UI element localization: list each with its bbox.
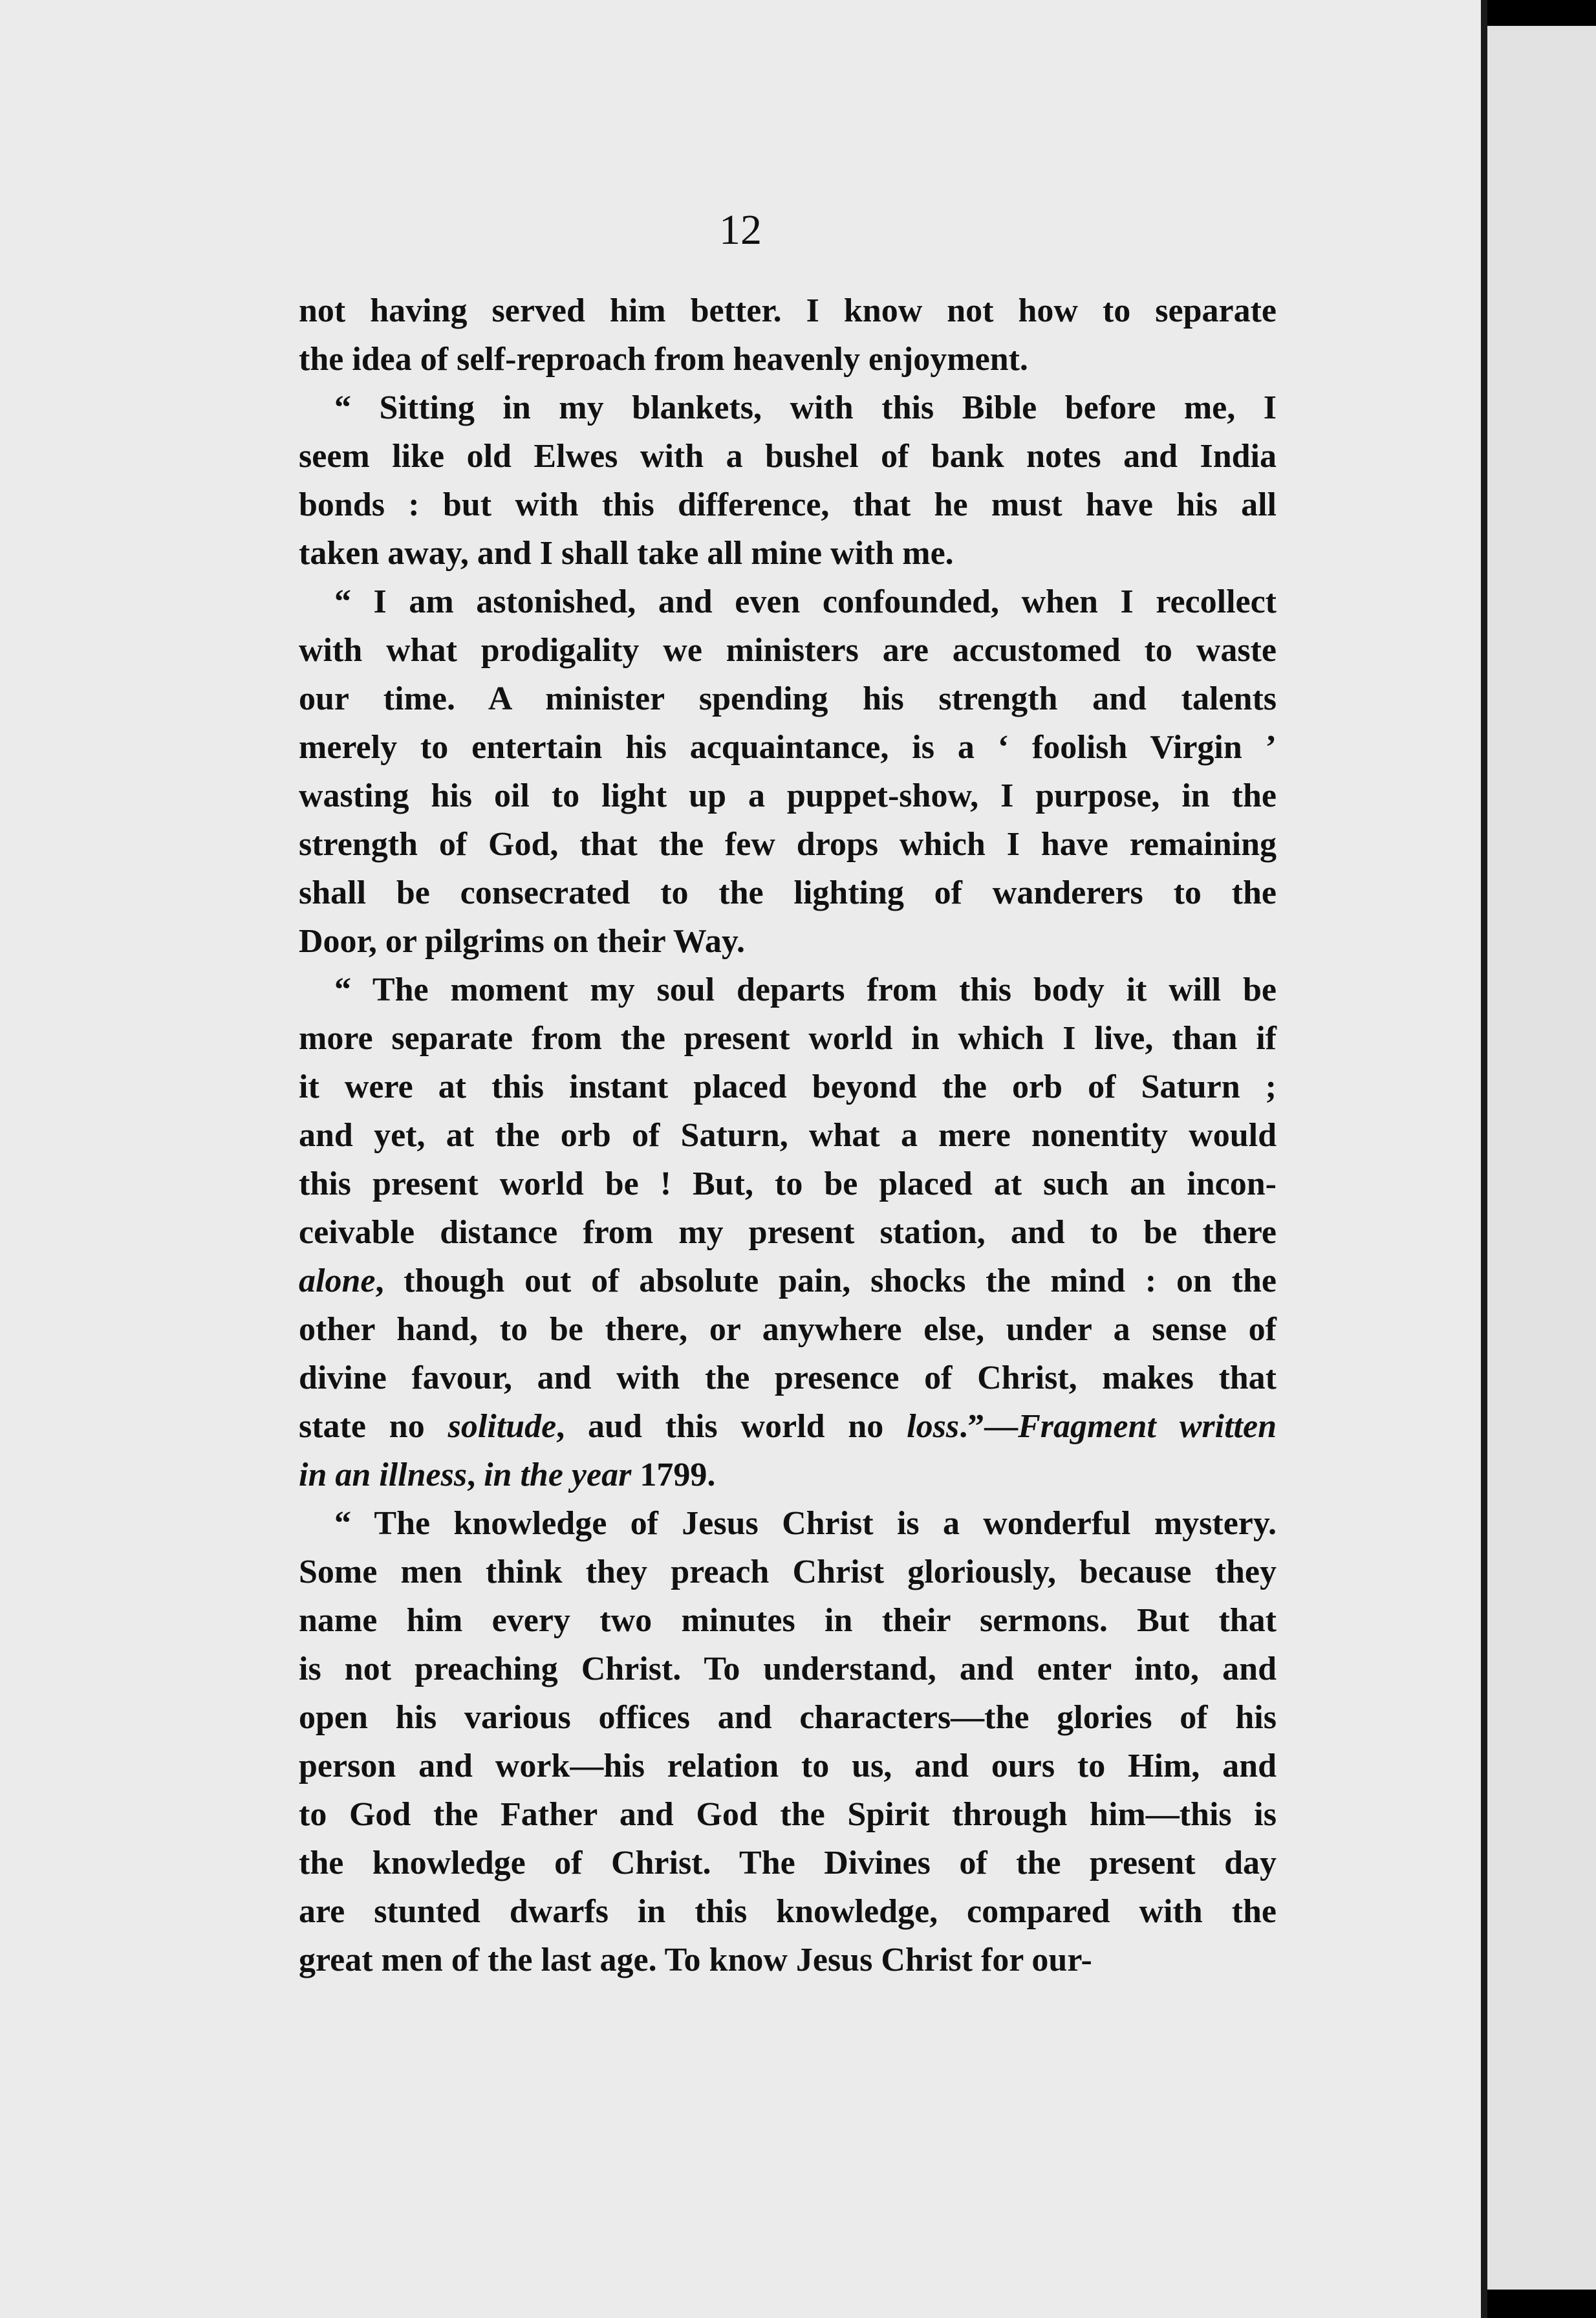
text-line (299, 1208, 1277, 1257)
text-line (299, 820, 1277, 869)
text-line (299, 1790, 1277, 1839)
text-segment: , though out of absolute pain, shocks the mind : on the (375, 1262, 1277, 1299)
text-segment: “ I am astonished, and even confounded, when I recollect (334, 583, 1277, 620)
text-line (299, 1936, 1277, 1984)
text-segment: divine favour, and with the presence of Christ, makes that (299, 1359, 1277, 1396)
text-segment: not having served him better. I know not how to separate (299, 292, 1277, 329)
text-line (299, 481, 1277, 529)
text-line (299, 1887, 1277, 1936)
text-line (299, 1354, 1277, 1402)
text-segment: wasting his oil to light up a puppet-show, I purpose, in the (299, 777, 1277, 814)
text-segment: ceivable distance from my present station, and to be there (299, 1214, 1277, 1251)
text-segment: Some men think they preach Christ gloriously, because they (299, 1554, 1277, 1590)
text-segment: this present world be ! But, to be placed at such an incon- (299, 1165, 1277, 1202)
italic-text: in the year (484, 1457, 632, 1493)
text-line (299, 1111, 1277, 1160)
text-segment: is not preaching Christ. To understand, and enter into, and (299, 1651, 1277, 1687)
page-body-text (299, 287, 1277, 1984)
text-segment: seem like old Elwes with a bushel of bank notes and India (299, 438, 1277, 475)
text-line (299, 1645, 1277, 1693)
text-segment: merely to entertain his acquaintance, is a ‘ foolish Virgin ’ (299, 729, 1277, 766)
page-number: 12 (719, 206, 762, 254)
text-segment: “ The knowledge of Jesus Christ is a wonderful mystery. (334, 1505, 1277, 1542)
text-line (299, 626, 1277, 675)
text-line (299, 675, 1277, 723)
text-line (299, 917, 1277, 966)
italic-text: loss (907, 1408, 960, 1445)
text-segment: state no (299, 1408, 448, 1445)
text-segment: and yet, at the orb of Saturn, what a mere nonentity would (299, 1117, 1277, 1154)
text-segment: it were at this instant placed beyond the orb of Saturn ; (299, 1068, 1277, 1105)
text-segment: the knowledge of Christ. The Divines of the present day (299, 1845, 1277, 1881)
text-line (299, 966, 1277, 1014)
text-segment: “ Sitting in my blankets, with this Bible before me, I (334, 389, 1277, 426)
italic-text: solitude (448, 1408, 557, 1445)
text-line (299, 723, 1277, 772)
text-line (299, 1014, 1277, 1063)
text-segment: great men of the last age. To know Jesus Christ for our- (299, 1942, 1092, 1978)
text-line (299, 335, 1277, 384)
text-line (299, 1305, 1277, 1354)
text-segment: Door, or pilgrims on their Way. (299, 923, 746, 960)
text-line (299, 1596, 1277, 1645)
text-line (299, 1160, 1277, 1208)
text-line (299, 1693, 1277, 1742)
text-line (299, 772, 1277, 820)
text-segment: the idea of self-reproach from heavenly enjoyment. (299, 341, 1028, 378)
text-segment: name him every two minutes in their sermons. But that (299, 1602, 1277, 1639)
text-line (299, 384, 1277, 432)
text-segment: strength of God, that the few drops which I have remaining (299, 826, 1277, 863)
text-segment: to God the Father and God the Spirit through him—this is (299, 1796, 1277, 1833)
text-segment: person and work—his relation to us, and ours to Him, and (299, 1748, 1277, 1784)
text-segment: other hand, to be there, or anywhere else, under a sense of (299, 1311, 1277, 1348)
text-line (299, 287, 1277, 335)
text-line (299, 1499, 1277, 1548)
text-segment: with what prodigality we ministers are accustomed to waste (299, 632, 1277, 669)
text-segment: are stunted dwarfs in this knowledge, compared with the (299, 1893, 1277, 1930)
italic-text: in an illness (299, 1457, 468, 1493)
italic-text: Fragment written (1018, 1408, 1277, 1445)
text-segment: .”— (959, 1408, 1019, 1445)
text-segment: more separate from the present world in which I live, than if (299, 1020, 1277, 1057)
italic-text: alone (299, 1262, 376, 1299)
text-segment: , (467, 1457, 484, 1493)
text-line (299, 1839, 1277, 1887)
text-segment: , aud this world no (556, 1408, 907, 1445)
text-segment: taken away, and I shall take all mine with me. (299, 535, 954, 572)
text-line (299, 1063, 1277, 1111)
text-line (299, 1402, 1277, 1451)
text-line (299, 1257, 1277, 1305)
text-segment: bonds : but with this difference, that he must have his all (299, 486, 1277, 523)
adjacent-page-edge (1487, 26, 1596, 2290)
text-line (299, 1548, 1277, 1596)
text-line (299, 578, 1277, 626)
text-line (299, 869, 1277, 917)
text-segment: shall be consecrated to the lighting of wanderers to the (299, 874, 1277, 911)
text-segment: 1799. (631, 1457, 716, 1493)
text-line (299, 1742, 1277, 1790)
text-line (299, 529, 1277, 578)
gutter-shadow (1481, 0, 1487, 2318)
text-line (299, 432, 1277, 481)
text-segment: open his various offices and characters—the glories of his (299, 1699, 1277, 1736)
text-segment: our time. A minister spending his strength and talents (299, 680, 1277, 717)
text-line (299, 1451, 1277, 1499)
text-segment: “ The moment my soul departs from this body it will be (334, 971, 1277, 1008)
